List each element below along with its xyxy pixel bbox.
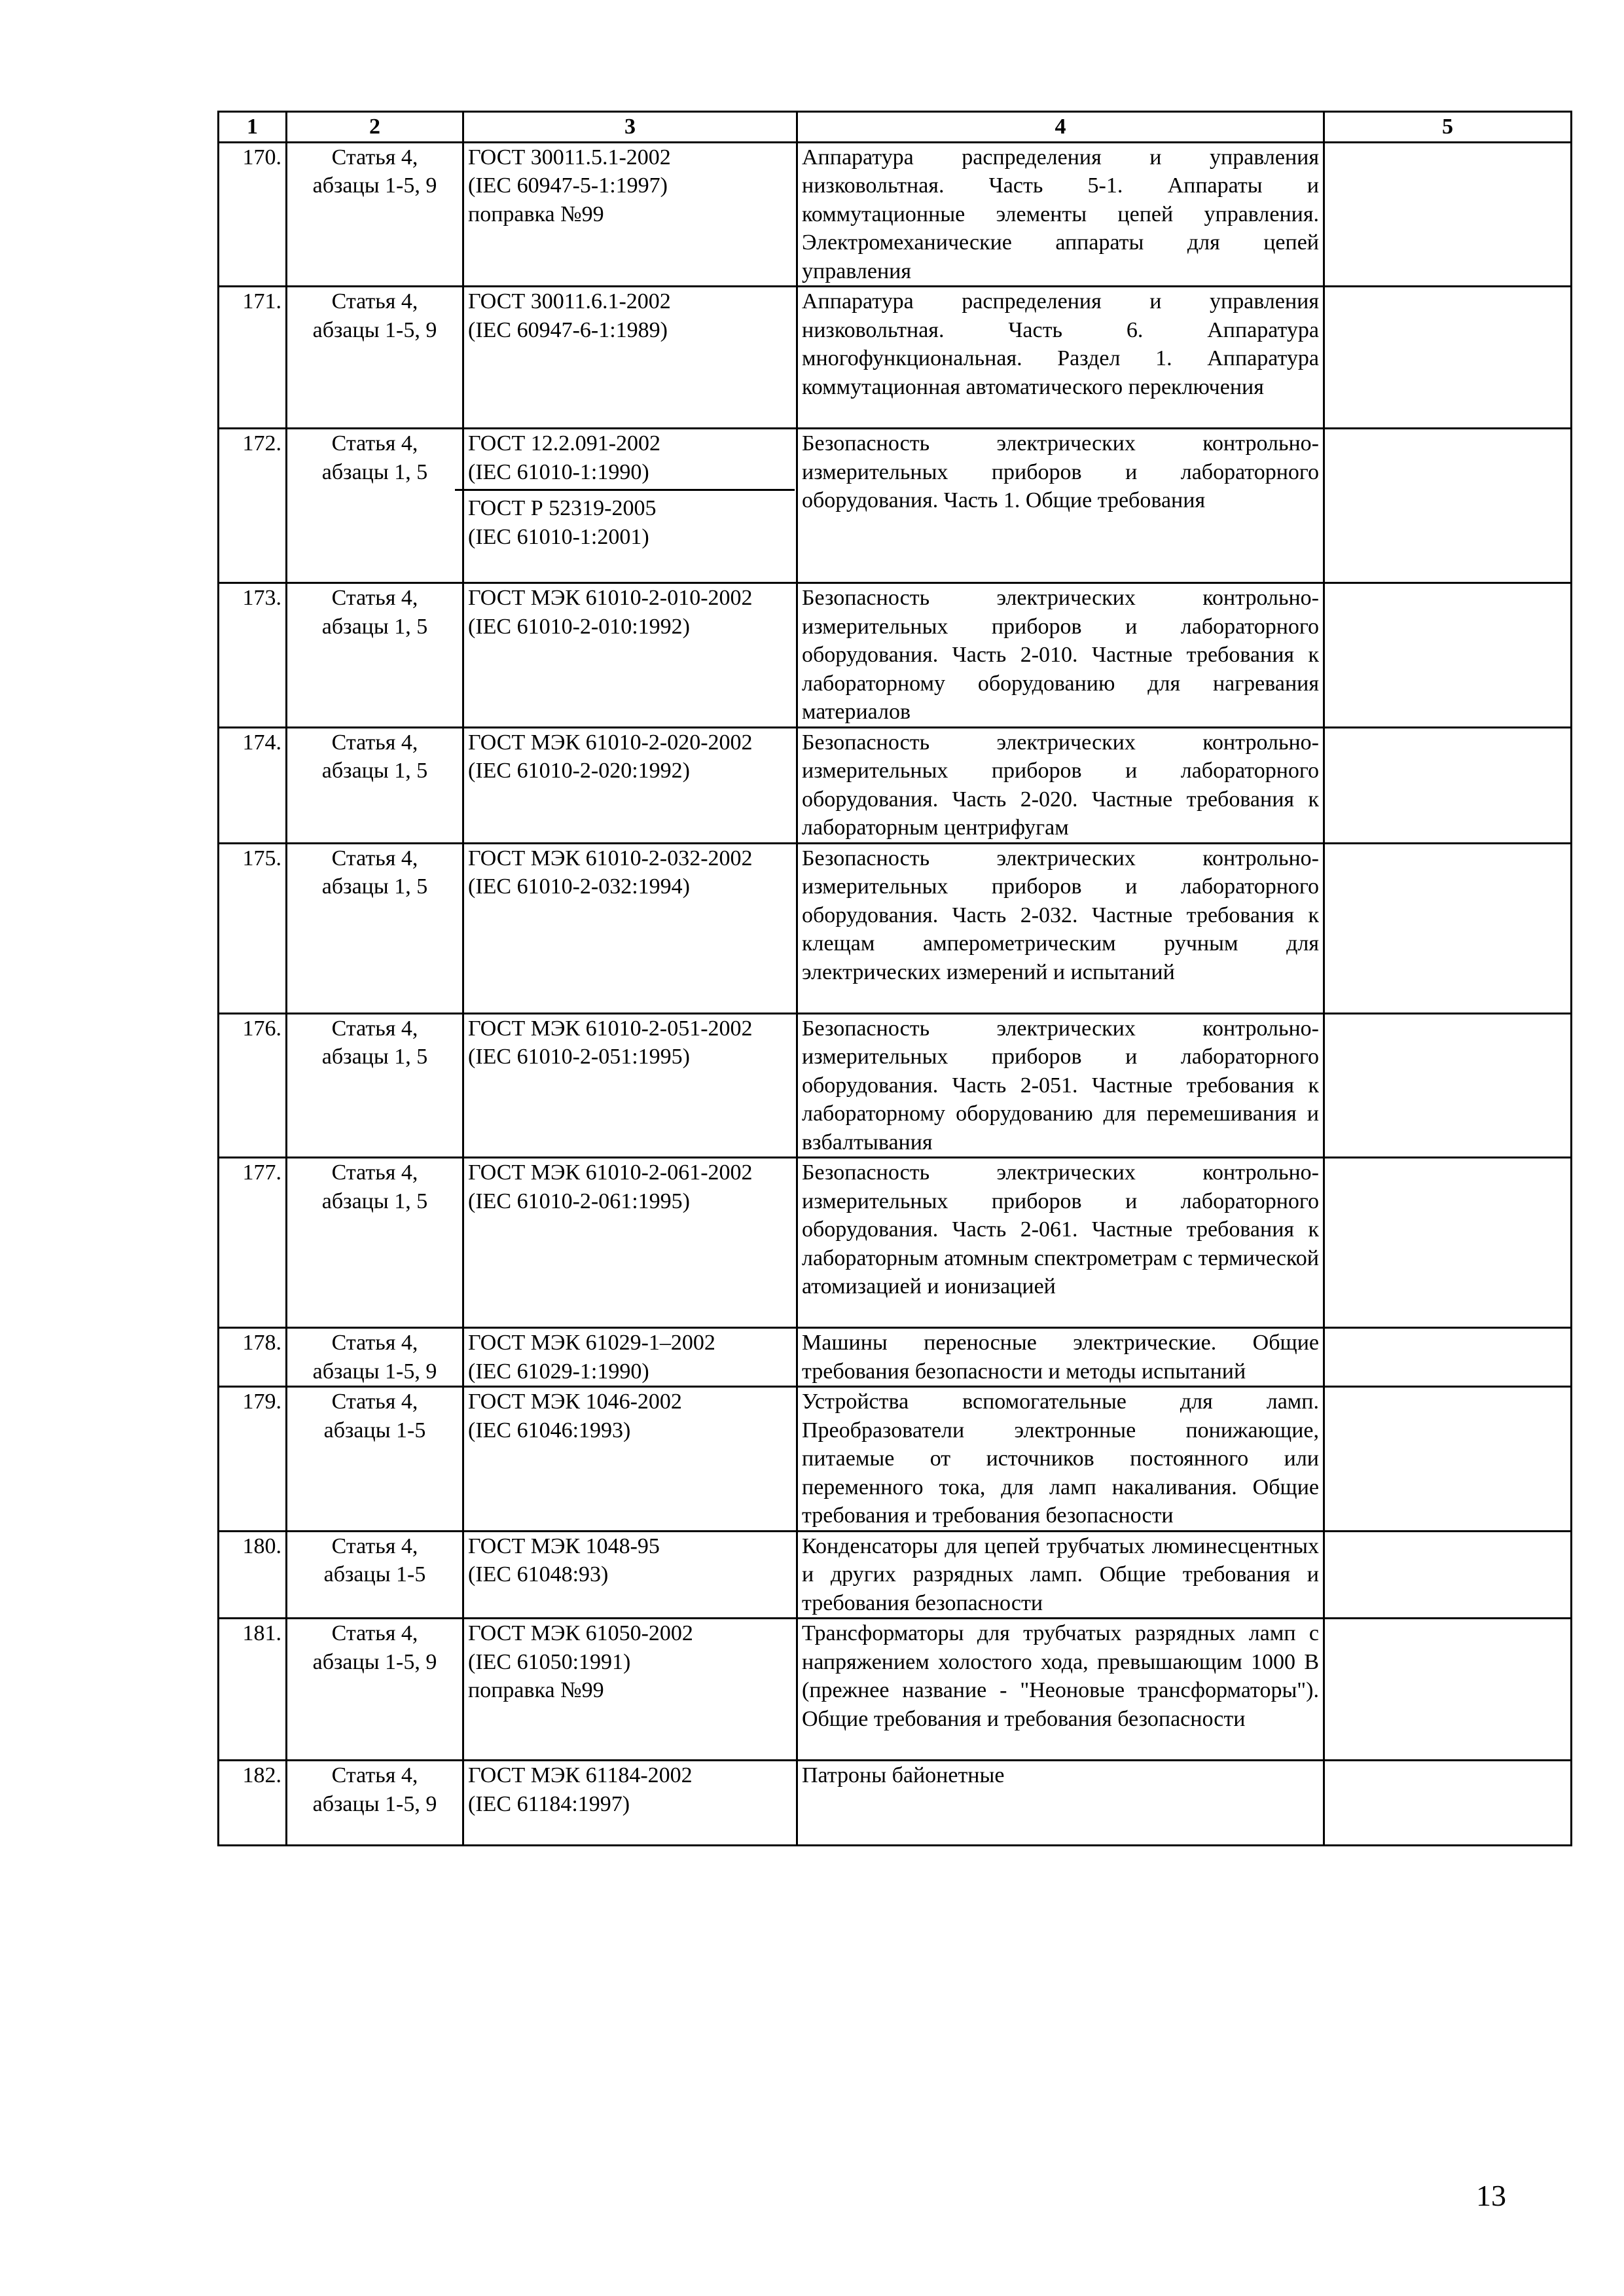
standard-line: ГОСТ МЭК 61010-2-061-2002 <box>468 1160 753 1185</box>
table-row <box>219 287 1572 429</box>
article-line: абзацы 1-5 <box>323 1418 426 1443</box>
standard-line: (IEC 61010-2-032:1994) <box>468 874 691 899</box>
article-line: абзацы 1, 5 <box>321 874 428 899</box>
row-number: 182. <box>219 1761 287 1846</box>
standard-line: ГОСТ МЭК 61050-2002 <box>468 1621 693 1645</box>
article-line: абзацы 1-5 <box>323 1562 426 1587</box>
row-number: 174. <box>219 727 287 843</box>
standard-line: ГОСТ МЭК 61010-2-010-2002 <box>468 586 753 610</box>
article-line: Статья 4, <box>331 1534 418 1558</box>
header-cell: 4 <box>797 112 1324 143</box>
standard-title: Машины переносные электрические. Общие требования безопасности и методы испытаний <box>797 1328 1324 1387</box>
standard-line: (IEC 61050:1991) <box>468 1649 631 1674</box>
standard-title: Патроны байонетные <box>797 1761 1324 1846</box>
row-number: 172. <box>219 429 287 583</box>
standard-line: ГОСТ 30011.5.1-2002 <box>468 145 671 170</box>
standard-designation <box>463 287 797 429</box>
standard-line: ГОСТ МЭК 1048-95 <box>468 1534 660 1558</box>
article-reference <box>287 142 463 287</box>
article-reference <box>287 843 463 1013</box>
table-row <box>219 1158 1572 1328</box>
notes-cell <box>1324 1761 1572 1846</box>
row-number: 171. <box>219 287 287 429</box>
header-cell: 2 <box>287 112 463 143</box>
article-line: Статья 4, <box>331 145 418 170</box>
standard-title: Безопасность электрических контрольно-измерительных приборов и лабораторного оборудования. Часть 2-020. Частные требования к лабораторным центрифугам <box>797 727 1324 843</box>
article-line: Статья 4, <box>331 431 418 456</box>
article-reference <box>287 583 463 728</box>
table-row <box>219 1619 1572 1761</box>
standard-line: (IEC 61010-2-020:1992) <box>468 759 691 783</box>
row-number: 173. <box>219 583 287 728</box>
standard-title: Безопасность электрических контрольно-измерительных приборов и лабораторного оборудования. Часть 1. Общие требования <box>797 429 1324 583</box>
article-reference <box>287 1619 463 1761</box>
standard-group <box>468 584 792 641</box>
table-row <box>219 1761 1572 1846</box>
standard-designation <box>463 142 797 287</box>
article-line: Статья 4, <box>331 730 418 755</box>
standard-line: ГОСТ МЭК 61010-2-051-2002 <box>468 1016 753 1041</box>
article-line: абзацы 1-5, 9 <box>312 1359 437 1384</box>
standard-line: (IEC 61010-2-010:1992) <box>468 614 691 639</box>
article-line: абзацы 1, 5 <box>321 459 428 484</box>
article-reference <box>287 1387 463 1532</box>
header-cell: 3 <box>463 112 797 143</box>
standard-designation <box>463 727 797 843</box>
standard-title: Конденсаторы для цепей трубчатых люминесцентных и других разрядных ламп. Общие требования и требования безопасности <box>797 1531 1324 1619</box>
table-row <box>219 142 1572 287</box>
table-body <box>219 142 1572 1846</box>
standard-line: ГОСТ 12.2.091-2002 <box>468 431 661 456</box>
table-row <box>219 1531 1572 1619</box>
article-line: Статья 4, <box>331 1160 418 1185</box>
notes-cell <box>1324 1013 1572 1158</box>
header-cell: 1 <box>219 112 287 143</box>
standard-line: (IEC 60947-6-1:1989) <box>468 317 668 342</box>
standard-designation <box>463 1328 797 1387</box>
standard-line: ГОСТ Р 52319-2005 <box>468 496 657 520</box>
standard-group <box>468 1761 792 1818</box>
standard-line: (IEC 61010-1:2001) <box>468 524 649 549</box>
standard-title: Аппаратура распределения и управления низковольтная. Часть 6. Аппаратура многофункциональная. Раздел 1. Аппаратура коммутационная автоматического переключения <box>797 287 1324 429</box>
standard-line: (IEC 61029-1:1990) <box>468 1359 649 1384</box>
standard-group <box>468 728 792 785</box>
notes-cell <box>1324 1387 1572 1532</box>
article-reference <box>287 1158 463 1328</box>
standard-designation <box>463 1761 797 1846</box>
article-line: Статья 4, <box>331 846 418 870</box>
standard-line: ГОСТ МЭК 61029-1–2002 <box>468 1331 715 1355</box>
standard-line: ГОСТ МЭК 61184-2002 <box>468 1763 693 1787</box>
standard-line: (IEC 61010-2-061:1995) <box>468 1189 691 1213</box>
standard-designation <box>463 583 797 728</box>
page-number: 13 <box>1476 2179 1506 2212</box>
notes-cell <box>1324 1158 1572 1328</box>
notes-cell <box>1324 142 1572 287</box>
standard-title: Устройства вспомогательные для ламп. Преобразователи электронные понижающие, питаемые от источников постоянного или переменного тока, для ламп накаливания. Общие требования и требования безопасности <box>797 1387 1324 1532</box>
article-reference <box>287 1531 463 1619</box>
table-row <box>219 1013 1572 1158</box>
article-line: абзацы 1-5, 9 <box>312 317 437 342</box>
standard-group <box>455 489 795 551</box>
standard-designation <box>463 1531 797 1619</box>
article-reference <box>287 287 463 429</box>
standard-designation <box>463 1013 797 1158</box>
header-cell: 5 <box>1324 112 1572 143</box>
table-row <box>219 727 1572 843</box>
table-row <box>219 1328 1572 1387</box>
article-line: Статья 4, <box>331 1390 418 1414</box>
notes-cell <box>1324 287 1572 429</box>
standard-title: Аппаратура распределения и управления низковольтная. Часть 5-1. Аппараты и коммутационные элементы цепей управления. Электромеханические аппараты для цепей управления <box>797 142 1324 287</box>
article-reference <box>287 1761 463 1846</box>
standard-line: поправка №99 <box>468 202 604 226</box>
notes-cell <box>1324 583 1572 728</box>
table-row <box>219 429 1572 583</box>
standards-table <box>217 111 1572 1846</box>
table-row <box>219 843 1572 1013</box>
row-number: 180. <box>219 1531 287 1619</box>
article-line: абзацы 1-5, 9 <box>312 1791 437 1816</box>
notes-cell <box>1324 1619 1572 1761</box>
article-reference <box>287 429 463 583</box>
standard-designation <box>463 1387 797 1532</box>
row-number: 176. <box>219 1013 287 1158</box>
standard-line: поправка №99 <box>468 1678 604 1702</box>
standard-title: Безопасность электрических контрольно-измерительных приборов и лабораторного оборудования. Часть 2-061. Частные требования к лабораторным атомным спектрометрам с термической атомизацией и ионизацией <box>797 1158 1324 1328</box>
standard-group <box>468 287 792 344</box>
standard-group <box>468 1388 792 1444</box>
header-row <box>219 112 1572 143</box>
article-line: абзацы 1, 5 <box>321 1189 428 1213</box>
standard-title: Безопасность электрических контрольно-измерительных приборов и лабораторного оборудования. Часть 2-051. Частные требования к лабораторному оборудованию для перемешивания и взбалтывания <box>797 1013 1324 1158</box>
article-reference <box>287 1328 463 1387</box>
standard-group <box>468 1014 792 1071</box>
standard-line: (IEC 60947-5-1:1997) <box>468 173 668 198</box>
row-number: 178. <box>219 1328 287 1387</box>
row-number: 179. <box>219 1387 287 1532</box>
standard-group <box>468 143 792 229</box>
standard-designation <box>463 1619 797 1761</box>
row-number: 175. <box>219 843 287 1013</box>
article-line: Статья 4, <box>331 289 418 314</box>
standard-line: ГОСТ МЭК 1046-2002 <box>468 1390 682 1414</box>
row-number: 181. <box>219 1619 287 1761</box>
standard-line: ГОСТ МЭК 61010-2-020-2002 <box>468 730 753 755</box>
article-line: абзацы 1-5, 9 <box>312 173 437 198</box>
standard-line: (IEC 61048:93) <box>468 1562 609 1587</box>
article-line: Статья 4, <box>331 586 418 610</box>
notes-cell <box>1324 843 1572 1013</box>
standard-group <box>468 1619 792 1705</box>
standard-group <box>468 844 792 901</box>
standard-group <box>468 429 792 486</box>
article-line: Статья 4, <box>331 1763 418 1787</box>
article-reference <box>287 1013 463 1158</box>
table-row <box>219 1387 1572 1532</box>
notes-cell <box>1324 727 1572 843</box>
standard-line: ГОСТ МЭК 61010-2-032-2002 <box>468 846 753 870</box>
article-reference <box>287 727 463 843</box>
row-number: 170. <box>219 142 287 287</box>
article-line: абзацы 1-5, 9 <box>312 1649 437 1674</box>
notes-cell <box>1324 1328 1572 1387</box>
standard-line: (IEC 61010-1:1990) <box>468 459 649 484</box>
standard-designation <box>463 843 797 1013</box>
standard-line: (IEC 61010-2-051:1995) <box>468 1045 691 1069</box>
standard-line: (IEC 61184:1997) <box>468 1791 630 1816</box>
standard-group <box>468 1158 792 1215</box>
standard-group <box>468 1329 792 1386</box>
article-line: абзацы 1, 5 <box>321 614 428 639</box>
article-line: Статья 4, <box>331 1016 418 1041</box>
standard-group <box>468 1532 792 1589</box>
article-line: абзацы 1, 5 <box>321 1045 428 1069</box>
article-line: абзацы 1, 5 <box>321 759 428 783</box>
standard-designation <box>463 429 797 583</box>
standard-title: Трансформаторы для трубчатых разрядных ламп с напряжением холостого хода, превышающим 1000 В (прежнее название - "Неоновые трансформаторы"). Общие требования и требования безопасности <box>797 1619 1324 1761</box>
article-line: Статья 4, <box>331 1621 418 1645</box>
standard-line: ГОСТ 30011.6.1-2002 <box>468 289 671 314</box>
standard-title: Безопасность электрических контрольно-измерительных приборов и лабораторного оборудования. Часть 2-032. Частные требования к клещам амперометрическим ручным для электрических измерений и испытаний <box>797 843 1324 1013</box>
standard-line: (IEC 61046:1993) <box>468 1418 631 1443</box>
notes-cell <box>1324 1531 1572 1619</box>
table-row <box>219 583 1572 728</box>
standard-title: Безопасность электрических контрольно-измерительных приборов и лабораторного оборудования. Часть 2-010. Частные требования к лабораторному оборудованию для нагревания материалов <box>797 583 1324 728</box>
article-line: Статья 4, <box>331 1331 418 1355</box>
standard-designation <box>463 1158 797 1328</box>
row-number: 177. <box>219 1158 287 1328</box>
notes-cell <box>1324 429 1572 583</box>
